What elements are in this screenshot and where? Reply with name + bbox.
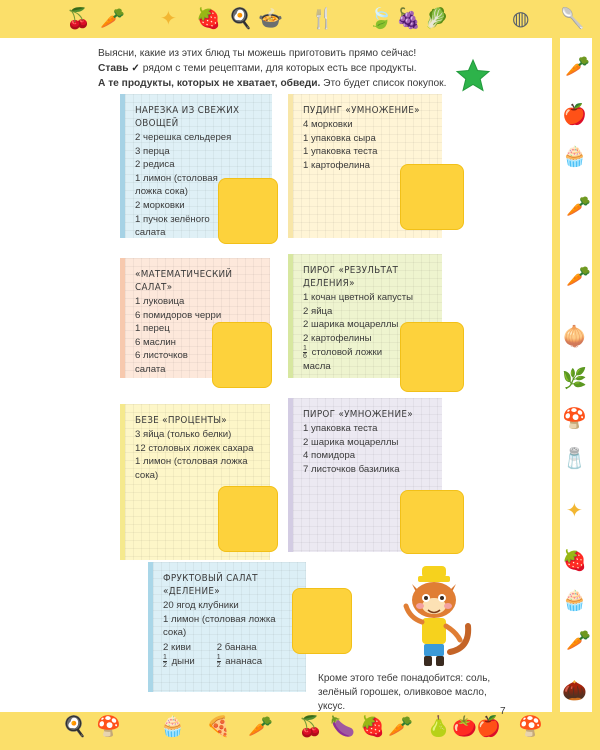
carrot-icon: 🥕 [566,194,591,218]
star-icon [455,58,491,94]
extra-ingredients-note: Кроме этого тебе понадобится: соль, зелёный горошек, оливковое масло, уксус. [318,673,491,712]
instruction-line-1: Выясни, какие из этих блюд ты можешь приготовить прямо сейчас! [98,48,417,59]
pot-icon: 🍲 [258,6,283,30]
checkbox[interactable] [400,322,464,392]
fraction: $\frac{1}{2}$ [163,654,167,670]
pear-icon: 🍐 [426,714,451,738]
mushroom-icon: 🍄 [96,714,121,738]
recipe-title: ПИРОГ «УМНОЖЕНИЕ» [303,409,413,420]
recipe-title: ПИРОГ «РЕЗУЛЬТАТ ДЕЛЕНИЯ» [303,265,399,289]
ingredient-list: 4 морковки 1 упаковка сыра 1 упаковка теста 1 картофелина [303,119,378,171]
checkbox[interactable] [400,164,464,230]
recipe-title: «МАТЕМАТИЧЕСКИЙ САЛАТ» [135,269,233,293]
pizza-icon: 🍕 [206,714,231,738]
tomato-icon: 🍅 [452,714,477,738]
instructions [98,46,458,91]
salt-shaker-icon: 🧂 [562,446,587,470]
carrot-icon: 🥕 [248,714,273,738]
onion-icon: 🧅 [562,324,587,348]
nut-icon: 🌰 [562,678,587,702]
carrot-icon: 🥕 [100,6,125,30]
ingredient-list: 1 упаковка теста 2 шарика моцареллы 4 помидора 7 листочков базилика [303,423,400,475]
recipe-title: ПУДИНГ «УМНОЖЕНИЕ» [303,105,420,116]
ingredient-column-2: 2 банана $\frac{1}{2}$ ананаса [216,641,263,670]
strawberry-icon: 🍓 [196,6,221,30]
muffin-icon: 🧁 [562,144,587,168]
muffin-icon: 🧁 [160,714,185,738]
recipe-title: НАРЕЗКА ИЗ СВЕЖИХ ОВОЩЕЙ [135,105,240,129]
mushroom-icon: 🍄 [562,406,587,430]
ingredient-fraction-line: $\frac{1}{6}$ столовой ложки [303,345,383,361]
pan-icon: 🍳 [228,6,253,30]
strawberry-icon: 🍓 [562,548,587,572]
recipe-card-division-fruit-salad [148,562,306,692]
spoon-icon: 🥄 [560,6,585,30]
checkbox[interactable] [218,486,278,552]
fraction: $\frac{1}{2}$ [216,654,221,670]
apple-icon: 🍎 [562,102,587,126]
recipe-title: ФРУКТОВЫЙ САЛАТ «ДЕЛЕНИЕ» [163,573,258,597]
ingredient-list: 2 черешка сельдерея 3 перца 2 редиса 1 лимон (столовая ложка сока) 2 морковки 1 пучок зелёного салата [135,132,232,239]
eggplant-icon: 🍆 [330,714,355,738]
checkmark-icon: ✓ [131,63,140,74]
leaf-icon: 🍃 [368,6,393,30]
pasta-icon: ✦ [566,498,583,522]
egg-icon: 🍳 [62,714,87,738]
carrot-icon: 🥕 [566,628,591,652]
ingredient-list: 20 ягод клубники 1 лимон (столовая ложка сока) [163,600,276,639]
checkbox[interactable] [212,322,272,388]
strainer-icon: ◍ [512,6,530,30]
checkbox[interactable] [400,490,464,554]
carrot-icon: 🥕 [388,714,413,738]
fork-icon: 🍴 [310,6,335,30]
ingredient-column-1: 2 киви $\frac{1}{2}$ дыни [163,641,195,670]
instruction-line-2: Ставь ✓ рядом с теми рецептами, для которых есть все продукты. [98,63,417,74]
ingredient-line: масла [303,361,331,373]
ingredient-columns [163,641,296,670]
strawberry-icon: 🍓 [360,714,385,738]
basil-icon: 🌿 [562,366,587,390]
cherry-icon: 🍒 [66,6,91,30]
checkbox[interactable] [218,178,278,244]
instruction-line-3: А те продукты, которых не хватает, обведи. Это будет список покупок. [98,78,447,89]
ingredient-list: 1 кочан цветной капусты 2 яйца 2 шарика моцареллы 2 картофелины [303,292,413,344]
carrot-icon: 🥕 [566,264,591,288]
berry-icon: 🍇 [396,6,421,30]
lettuce-icon: 🥬 [424,6,449,30]
mushroom-icon: 🍄 [518,714,543,738]
muffin-icon: 🧁 [562,588,587,612]
recipe-title: БЕЗЕ «ПРОЦЕНТЫ» [135,415,227,426]
cat-chef-illustration [398,566,478,670]
pasta-icon: ✦ [160,6,177,30]
ingredient-list: 1 луковица 6 помидоров черри 1 перец 6 маслин 6 листочков салата [135,296,222,375]
carrot-icon: 🥕 [565,54,590,78]
ingredient-list: 3 яйца (только белки) 12 столовых ложек сахара 1 лимон (столовая ложка сока) [135,429,254,481]
checkbox[interactable] [292,588,352,654]
fraction: $\frac{1}{6}$ [303,345,307,361]
apple-icon: 🍎 [476,714,501,738]
cherry-icon: 🍒 [298,714,323,738]
page-number: 7 [500,706,506,717]
